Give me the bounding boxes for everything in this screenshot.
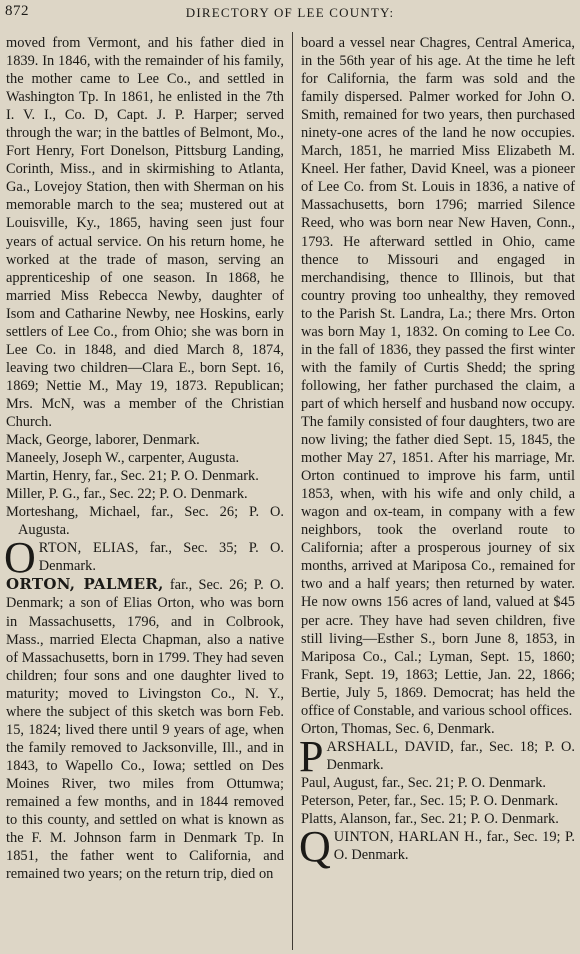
entry-name: RTON, ELIAS (38, 540, 135, 557)
directory-entry: Mack, George, laborer, Denmark. (6, 432, 200, 449)
entry-quinton (299, 822, 575, 872)
continued-biography: moved from Vermont, and his father died in 1839. In 1846, with the remainder of his family, the mother came to Lee Co., and settled in Washington Tp. In 1861, he enlisted in the 7th I. V. I., Co. D, Capt. J. P. Harper; served through the war; in the battles of Belmont, Mo., Fort Henry, Fort Donelson, Pittsburg Landing, Corinth, Miss., and in skirmishing to Atlanta, Ga., Lovejoy Station, then with Sherman on his memorable march to the sea; mustered out at Louisville, Ky., 1865, having seen just four years of actual service. On his return home, he worked at the trade of mason, serving an apprenticeship of one season. In 1868, he married Miss Rebecca Newby, daughter of Isom and Catharine Newby, nee Hoskins, early settlers of Lee Co., from Ohio; she was born in Lee Co. in 1848, and died March 8, 1874, leaving two children—Clara E., born Sept. 16, 1869; Nettie M., May 19, 1873. Republican; Mrs. McN, was a member of the Christian Church. (6, 35, 284, 430)
drop-initial: P (299, 731, 324, 781)
entry-name: UINTON, HARLAN H. (333, 829, 479, 846)
directory-entry: Peterson, Peter, far., Sec. 15; P. O. Denmark. (301, 792, 559, 809)
entry-name: ORTON, PALMER, (6, 575, 164, 594)
directory-entry: Orton, Thomas, Sec. 6, Denmark. (301, 720, 495, 737)
entry-parshall (299, 731, 575, 781)
entry-details: , far., Sec. 19; P. O. Denmark. (333, 829, 575, 864)
page-number: 872 (5, 3, 29, 19)
drop-initial: O (4, 533, 36, 583)
directory-entry: Morteshang, Michael, far., Sec. 26; P. O. Augusta. (6, 504, 284, 539)
continued-biography: board a vessel near Chagres, Central America, in the 56th year of his age. At the time he left for California, the farm was sold and the family dispersed. Palmer worked for John O. Smith, remained for two years, then purchased ninety-one acres of the land he now occupies. March, 1851, he married Miss Elizabeth M. Kneel. Her father, David Kneel, was a pioneer of Lee Co. from St. Louis in 1836, a native of Massachusetts, born 1796; married Silence Reed, who was born near New Haven, Conn., 1793. He afterward settled in Ohio, came thence to Missouri and engaged in merchandising, thence to Illinois, but that country proving too unhealthy, they removed to the Parish St. Landra, La.; there Mrs. Orton was born May 1, 1832. On coming to Lee Co. in the fall of 1836, they passed the first winter with the family of Curtis Shedd; the spring following, her father purchased the claim, a part of which herself and husband now occupy. The family consisted of four daughters, two are now living; the father died Sept. 15, 1845, the mother May 27, 1851. After his marriage, Mr. Orton continued to improve his farm, until 1853, when, with his wife and only child, a wagon and ox-team, in company with a few neighbors, took the overland route to California; after a prosperous journey of six months, arrived at Mariposa Co., remained for two and a half years; then returned by water. He now owns 156 acres of land, valued at $45 per acre. They have had seven children, five still living—Esther S., born June 8, 1853, in Mariposa Co., Cal.; Lyman, Sept. 15, 1860; Frank, Sept. 19, 1863; Lettie, Jan. 22, 1866; Bertie, July 5, 1869. Democrat; has held the office of Constable, and various school offices. (301, 35, 575, 719)
drop-initial: Q (299, 822, 331, 872)
directory-entry: Miller, P. G., far., Sec. 22; P. O. Denmark. (6, 486, 248, 503)
entry-orton-elias (4, 533, 285, 583)
directory-entry: Maneely, Joseph W., carpenter, Augusta. (6, 450, 240, 467)
column-divider (292, 32, 293, 950)
page-header (0, 0, 580, 30)
right-column (299, 34, 575, 872)
entry-details: , far., Sec. 18; P. O. Denmark. (326, 738, 575, 773)
entry-biography: far., Sec. 26; P. O. Denmark; a son of Elias Orton, who was born in Massachusetts, 1796, and in Colbrook, Mass., married Electa Chapman, also a native of Massachusetts, born in 1799. They had seven children; four sons and one daughter lived to maturity; moved to Livingston Co., N. Y., where the subject of this sketch was born Feb. 15, 1824; lived there until 9 years of age, when the family removed to Jacksonville, Ill., and in 1843, to Wapello Co., Iowa; settled on Des Moines River, two miles from Ottumwa; remained a few months, and in 1844 removed to this county, and settled on what is known as the F. M. Johnson farm in Denmark Tp. In 1851, the father went to California, and remained two years; on the return trip, died on (6, 577, 284, 883)
entry-orton-palmer (6, 575, 284, 883)
left-column (6, 34, 284, 883)
running-head: DIRECTORY OF LEE COUNTY: (185, 5, 395, 20)
directory-entry: Martin, Henry, far., Sec. 21; P. O. Denmark. (6, 468, 259, 485)
entry-details: , far., Sec. 35; P. O. Denmark. (38, 540, 285, 575)
directory-entry: Platts, Alanson, far., Sec. 21; P. O. Denmark. (301, 811, 559, 828)
directory-entry: Paul, August, far., Sec. 21; P. O. Denmark. (301, 774, 547, 791)
entry-name: ARSHALL, DAVID (326, 738, 451, 755)
